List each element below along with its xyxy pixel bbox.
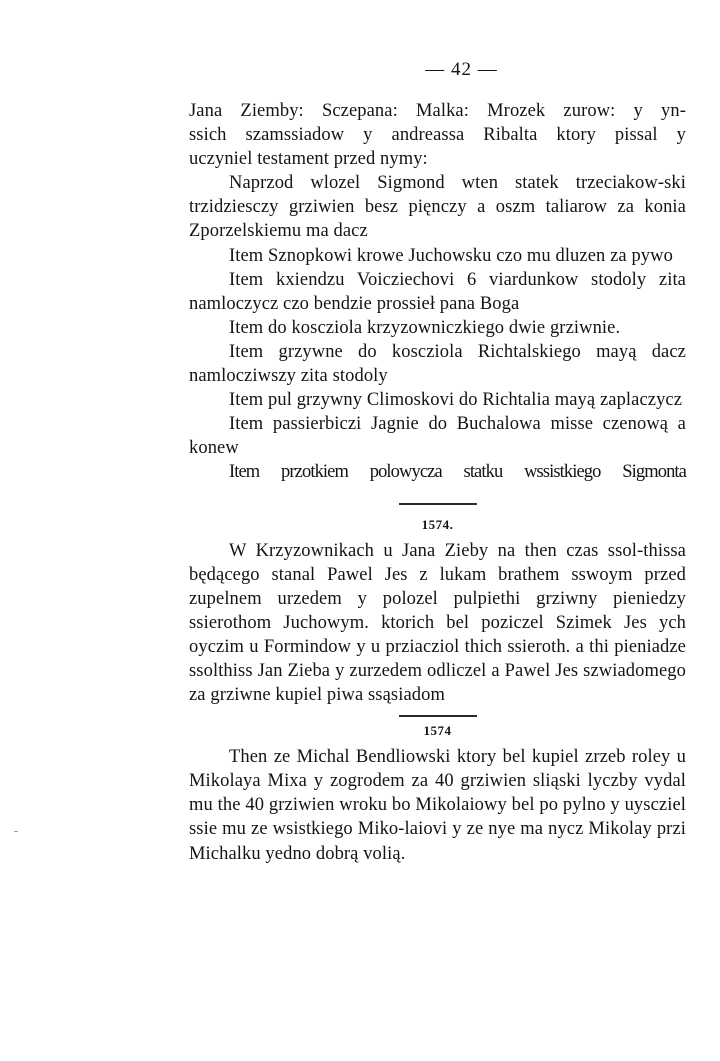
year-heading: 1574	[423, 723, 452, 739]
section-krzyzowniki	[189, 539, 686, 708]
paragraph-item-koscziola: Item do koscziola krzyzowniczkiego dwie grziwnie.	[229, 317, 621, 338]
paragraph-item-sznopkowi: Item Sznopkowi krowe Juchowsku czo mu dluzen za pywo	[229, 245, 673, 266]
page	[189, 58, 686, 866]
section-text: W Krzyzownikach u Jana Zieby na then czas ssol-thissa będącego stanal Pawel Jes z lukam brathem sswoym przed zupelnem urzedem y polozel pulpiethi grziwny pieniedzy ssierothom Juchowym. ktorich bel poziczel Szimek Jes ych oyczim u Formindow y u prziacziol thich ssieroth. a thi pieniadze ssolthiss Jan Zieba y zurzedem odliczel a Pawel Jes szwiadomego za grziwne kupiel piwa ssąsiadom	[189, 540, 686, 706]
section-text: Then ze Michal Bendliowski ktory bel kupiel zrzeb roley u Mikolaya Mixa y zogrodem za 40 grziwien sliąski lyczby vydal mu the 40 grziwien wroku bo Mikolaiowy bel po pylno y uyscziel ssie mu ze wsistkiego Miko-laiovi y ze nye ma nycz Mikolay przi Michalku yedno dobrą volią.	[189, 747, 686, 864]
entry-line-3: uczyniel testament przed nymy:	[189, 149, 428, 170]
paragraph-item-passierbiczi: Item passierbiczi Jagnie do Buchalowa misse czenową a konew	[189, 414, 686, 459]
separator-rule	[399, 503, 477, 505]
margin-speck	[14, 831, 18, 832]
separator-rule	[399, 715, 477, 717]
paragraph-item-climoskovi: Item pul grzywny Climoskovi do Richtalia mayą zaplaczycz	[229, 390, 683, 411]
entry-line-1: Jana Ziemby: Sczepana: Malka: Mrozek zurow: y yn-	[189, 101, 686, 121]
entry-line-2: ssich szamssiadow y andreassa Ribalta ktory pissal y	[189, 125, 686, 146]
year-heading: 1574.	[421, 516, 454, 532]
paragraph-item-kxiendzu: Item kxiendzu Voicziechovi 6 viardunkow stodoly zita namloczycz czo bendzie prossieł pana Boga	[189, 269, 686, 314]
page-number: — 42 —	[425, 59, 498, 80]
section-bendliowski	[189, 745, 686, 865]
paragraph-item-grzywne: Item grzywne do koscziola Richtalskiego mayą dacz namlocziwszy zita stodoly	[189, 341, 686, 387]
paragraph-naprzod: Naprzod wlozel Sigmond wten statek trzeciakow-ski trzidziesczy grziwien besz pięnczy a oszm taliarow za konia Zporzelskiemu ma dacz	[189, 173, 686, 242]
entry-testament	[189, 99, 686, 485]
paragraph-item-przotkiem: Item przotkiem polowycza statku wssistkiego Sigmonta	[229, 462, 686, 483]
